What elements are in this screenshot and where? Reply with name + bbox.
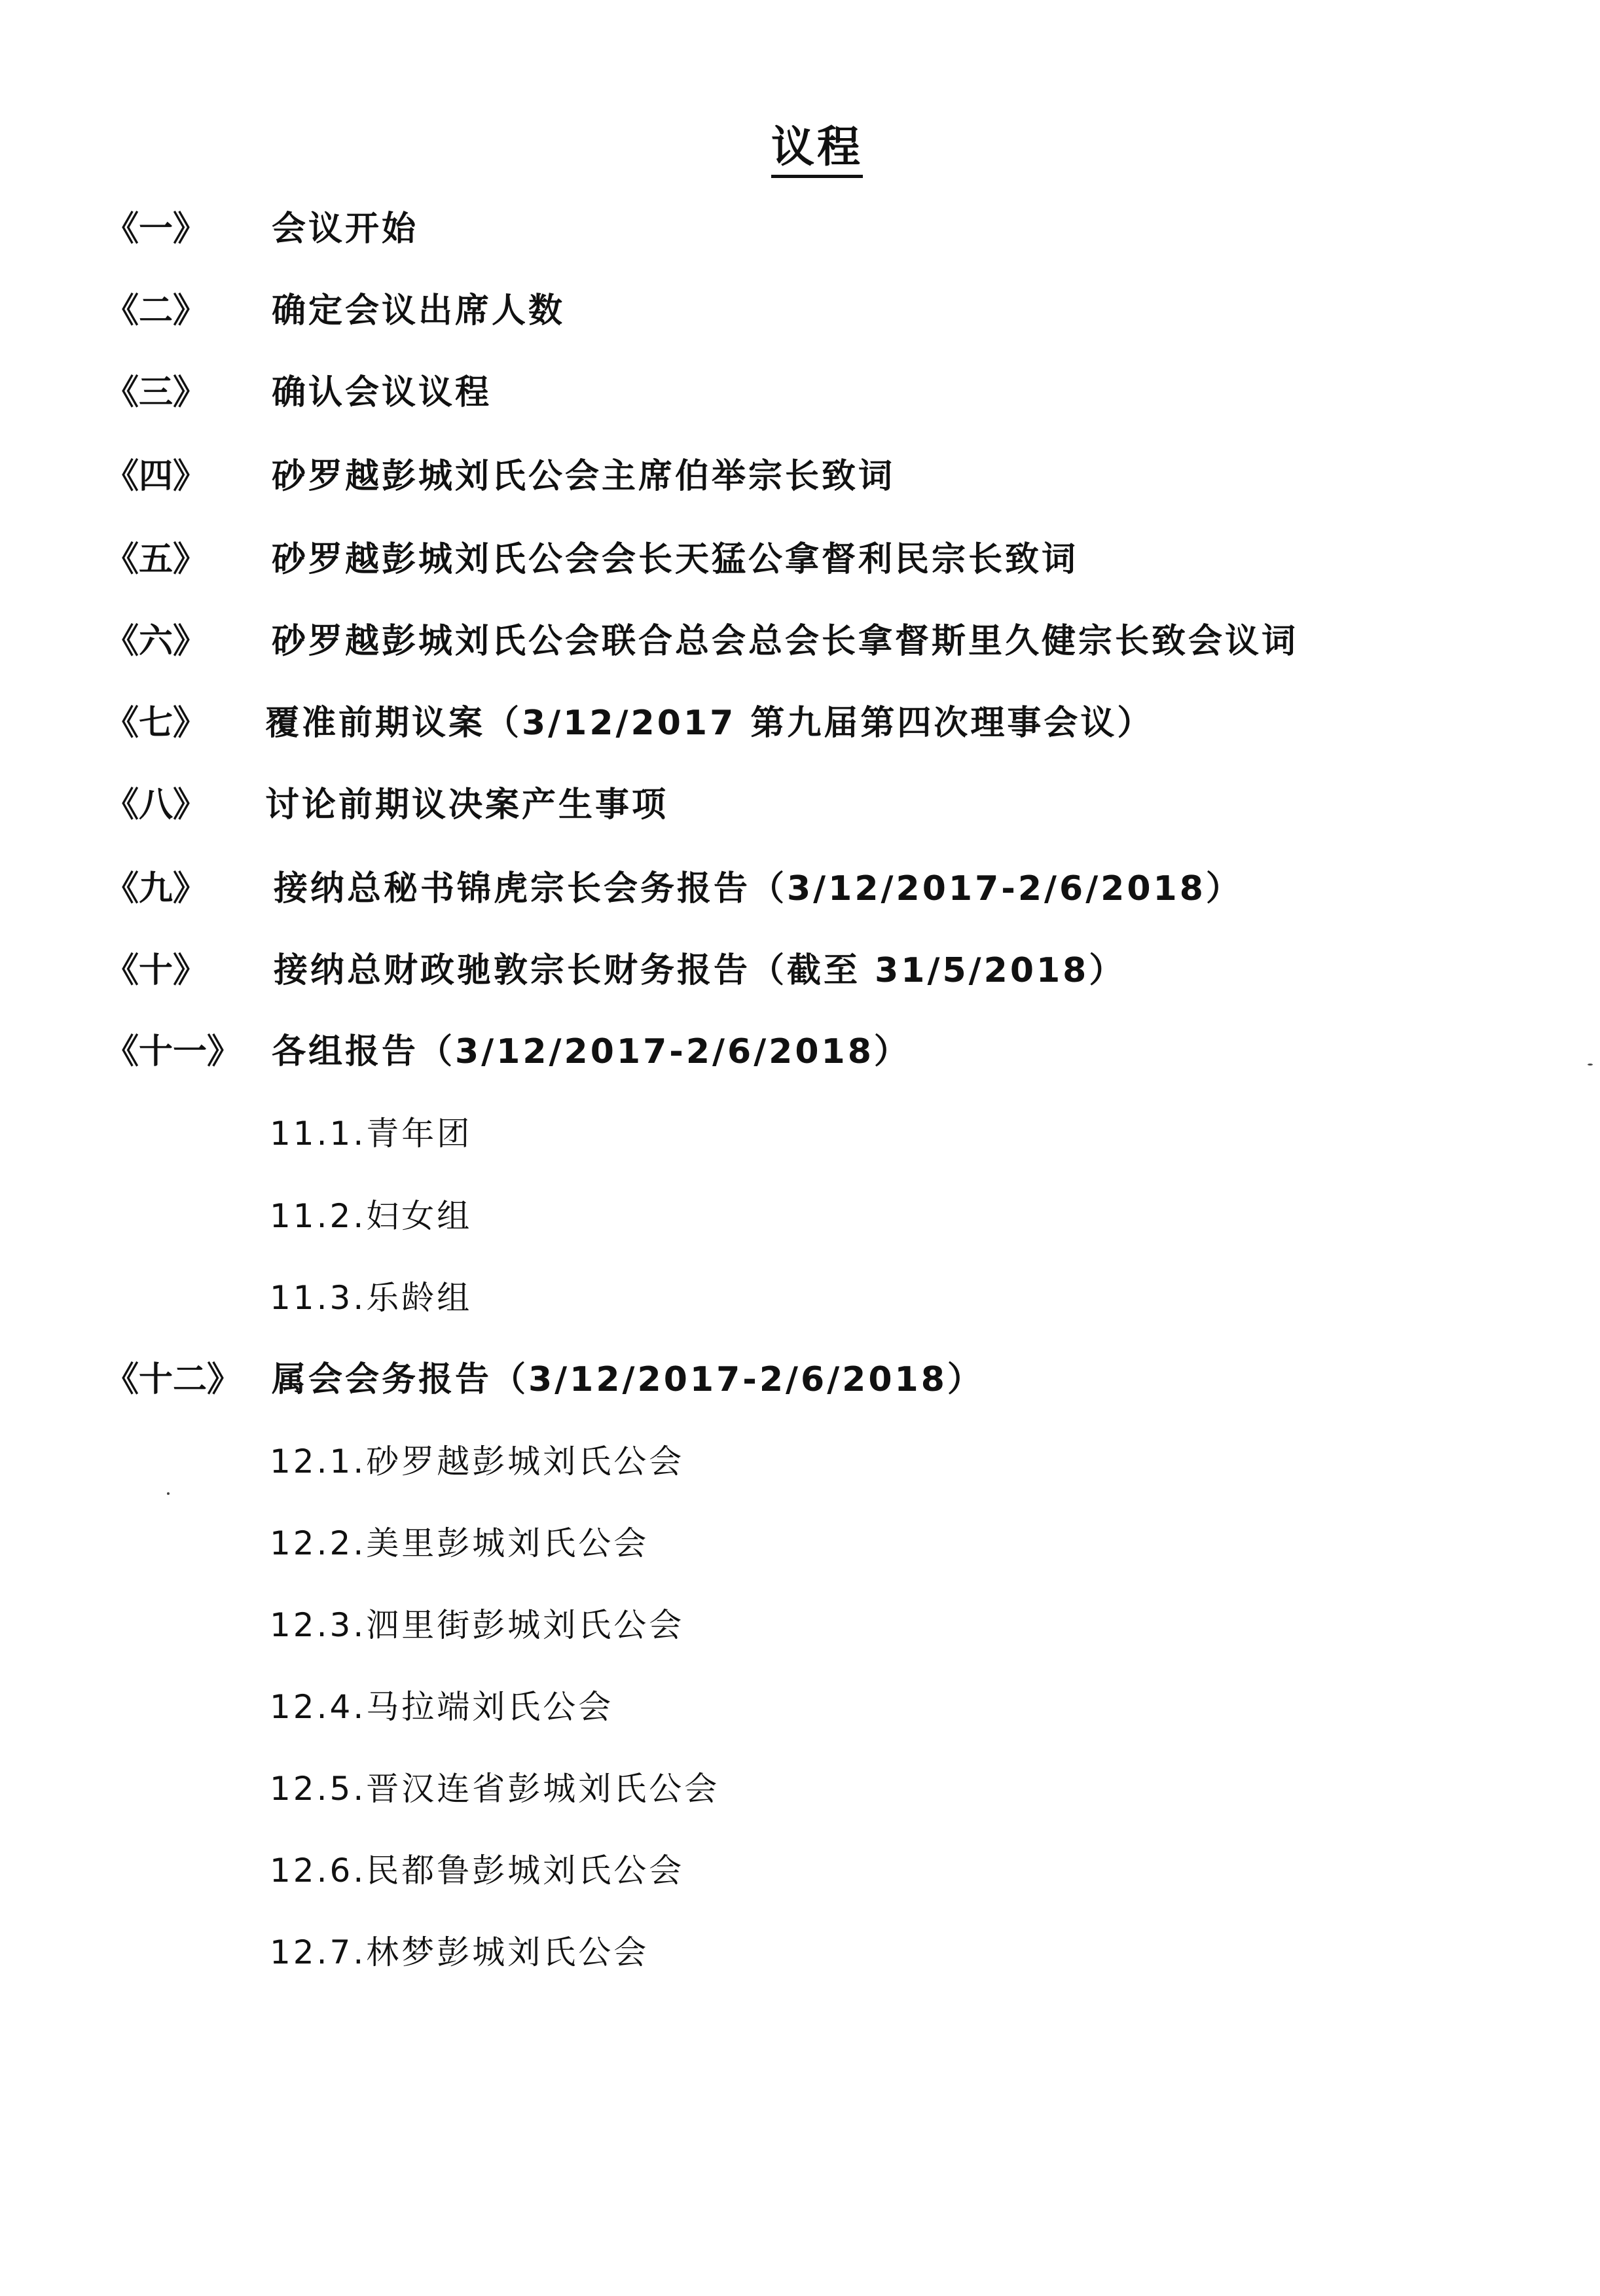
- sub-item-12-4: 12.4.马拉端刘氏公会: [270, 1688, 614, 1726]
- sub-item-11-1: 11.1.青年团: [270, 1115, 473, 1153]
- agenda-item-text: 讨论前期议决案产生事项: [265, 785, 669, 825]
- agenda-item-text: 接纳总秘书锦虎宗长会务报告（3/12/2017-2/6/2018）: [274, 869, 1243, 908]
- agenda-item-number: 《三》: [105, 373, 208, 412]
- agenda-item-text: 各组报告（3/12/2017-2/6/2018）: [272, 1032, 911, 1071]
- agenda-item-number: 《二》: [105, 291, 208, 331]
- scan-speck: [167, 1492, 170, 1495]
- sub-item-12-2: 12.2.美里彭城刘氏公会: [270, 1524, 649, 1562]
- sub-item-11-2: 11.2.妇女组: [270, 1197, 473, 1235]
- agenda-item-text: 会议开始: [272, 209, 419, 249]
- agenda-item-text: 接纳总财政驰敦宗长财务报告（截至 31/5/2018）: [274, 951, 1126, 990]
- agenda-item-text: 确定会议出席人数: [272, 291, 566, 331]
- agenda-item-number: 《七》: [105, 704, 208, 743]
- agenda-item-number: 《十》: [105, 951, 208, 990]
- agenda-item-number: 《四》: [105, 457, 208, 496]
- agenda-item-number: 《一》: [105, 209, 208, 249]
- agenda-item-number: 《五》: [105, 540, 208, 579]
- sub-item-12-1: 12.1.砂罗越彭城刘氏公会: [270, 1443, 685, 1480]
- agenda-item-text: 砂罗越彭城刘氏公会联合总会总会长拿督斯里久健宗长致会议词: [272, 622, 1299, 661]
- sub-item-12-5: 12.5.晋汉连省彭城刘氏公会: [270, 1770, 720, 1808]
- page-title: 议程: [771, 121, 863, 178]
- agenda-item-number: 《八》: [105, 785, 208, 825]
- agenda-item-number: 《十二》: [105, 1360, 242, 1399]
- sub-item-12-3: 12.3.泗里街彭城刘氏公会: [270, 1606, 685, 1644]
- agenda-item-number: 《九》: [105, 869, 208, 908]
- sub-item-11-3: 11.3.乐龄组: [270, 1279, 473, 1317]
- agenda-item-text: 确认会议议程: [272, 373, 492, 412]
- scan-speck: [1588, 1064, 1593, 1066]
- agenda-item-text: 砂罗越彭城刘氏公会主席伯举宗长致词: [272, 457, 896, 496]
- agenda-item-number: 《六》: [105, 622, 208, 661]
- agenda-item-text: 砂罗越彭城刘氏公会会长天猛公拿督利民宗长致词: [272, 540, 1079, 579]
- agenda-item-text: 覆准前期议案（3/12/2017 第九届第四次理事会议）: [265, 704, 1154, 743]
- agenda-item-text: 属会会务报告（3/12/2017-2/6/2018）: [272, 1360, 984, 1399]
- sub-item-12-6: 12.6.民都鲁彭城刘氏公会: [270, 1852, 685, 1890]
- sub-item-12-7: 12.7.林梦彭城刘氏公会: [270, 1933, 649, 1971]
- agenda-item-number: 《十一》: [105, 1032, 242, 1071]
